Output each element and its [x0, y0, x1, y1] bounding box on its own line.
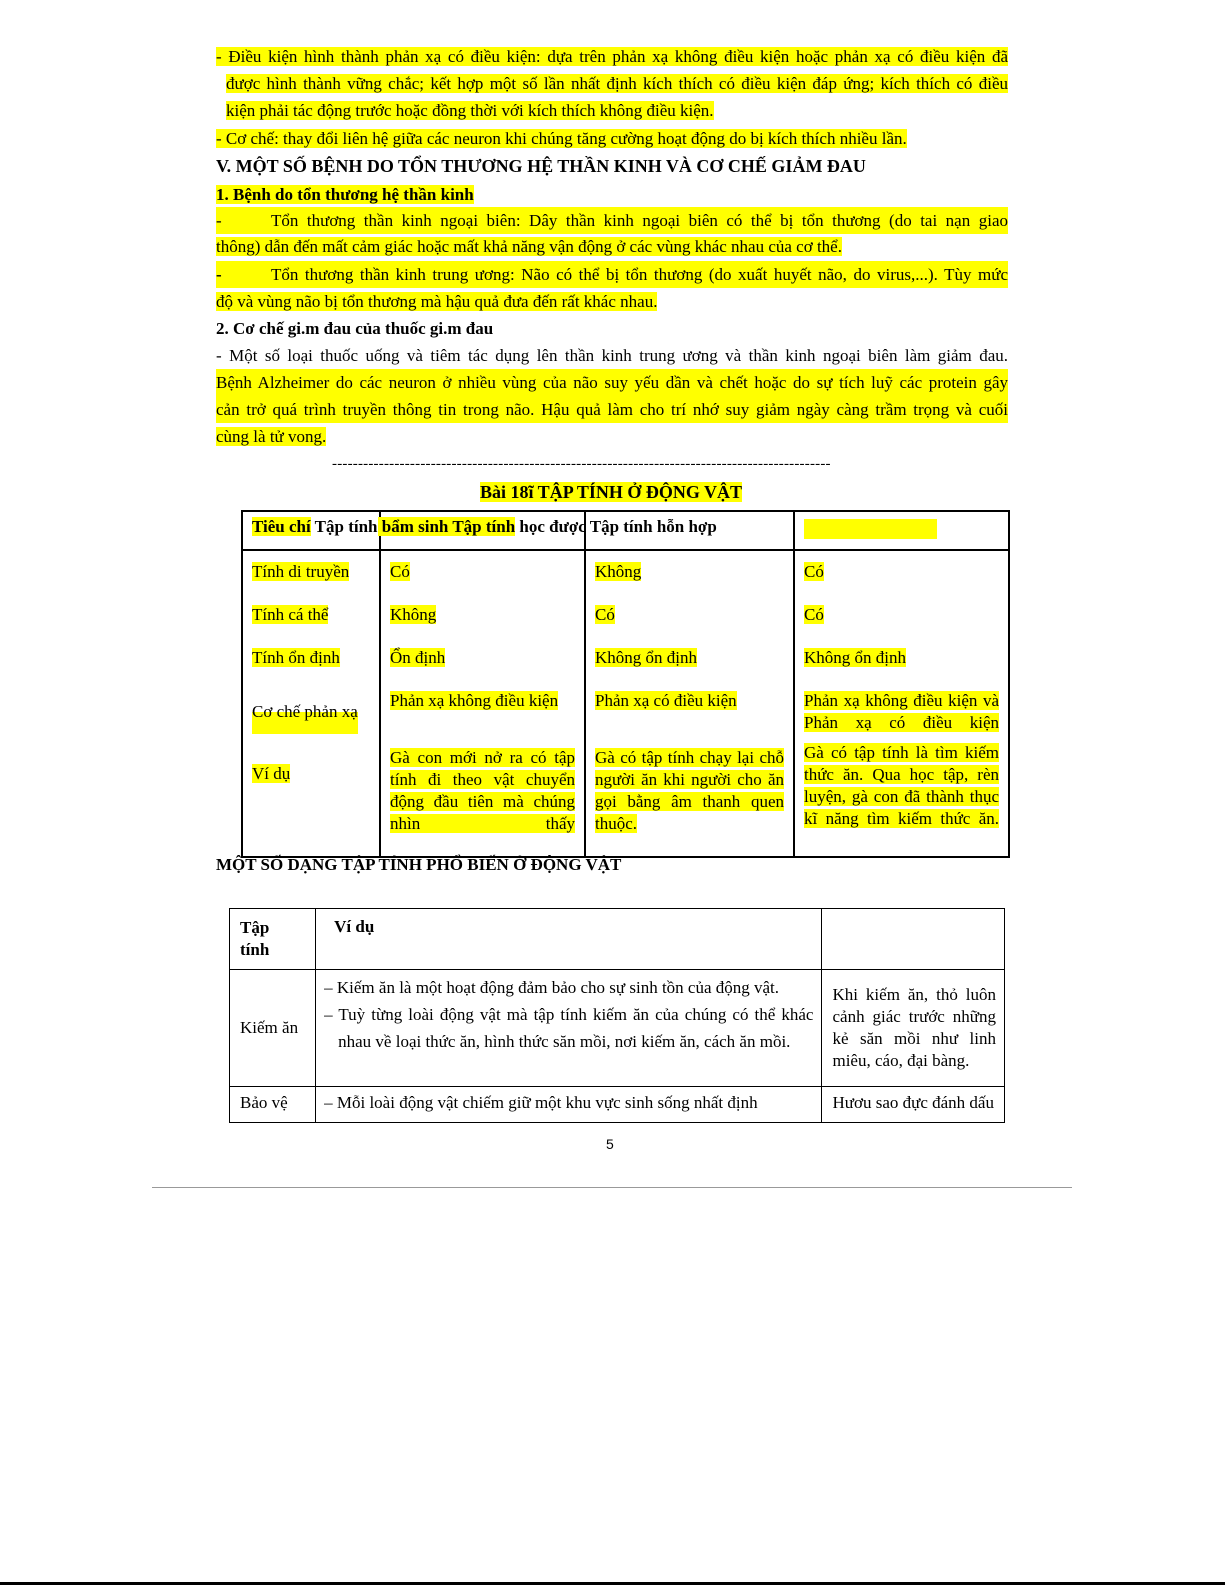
cell: Ổn định — [390, 648, 446, 667]
cell: Không — [390, 605, 437, 624]
cell: Gà có tập tính là tìm kiếm thức ăn. Qua học tập, rèn luyện, gà con đã thành thục kĩ năng tìm kiếm thức ăn. — [804, 743, 999, 828]
table-row — [230, 970, 1005, 1087]
cell: Không ổn định — [804, 648, 906, 667]
subheading-1: 1. Bệnh do tổn thương hệ thần kinh — [216, 185, 474, 204]
header-empty — [822, 909, 1005, 970]
cell: Gà có tập tính chạy lại chỗ người ăn khi người cho ăn gọi bằng âm thanh quen thuộc. — [595, 748, 784, 833]
criterion: Ví dụ — [252, 764, 291, 783]
intro-line-3: kiện phải tác động trước hoặc đồng thời với kích thích không điều kiện. — [226, 101, 714, 120]
row-examples: – Mỗi loài động vật chiếm giữ một khu vực sinh sống nhất định — [316, 1087, 822, 1123]
row-illustration: Hươu sao đực đánh dấu — [822, 1087, 1005, 1123]
row-name: Bảo vệ — [230, 1087, 316, 1123]
table-body-row — [242, 550, 1009, 857]
header-t3: học được Tập tính hỗn hợp — [515, 517, 717, 536]
divider: ------------------------------------------------------------------------------------------------ — [332, 456, 831, 472]
header-cell-1 — [242, 511, 717, 550]
cell: Có — [804, 605, 824, 624]
cell: Không — [595, 562, 642, 581]
header-t1: Tập tính — [310, 517, 378, 536]
criterion: Cơ chế phản xạ — [252, 690, 358, 734]
intro-line-4: - Cơ chế: thay đổi liên hệ giữa các neuron khi chúng tăng cường hoạt động do bị kích thích nhiều lần. — [216, 129, 907, 148]
cell: Không ổn định — [595, 648, 697, 667]
para-line-2: Bệnh Alzheimer do các neuron ở nhiều vùng của não suy yếu dần và chết hoặc do sự tích luỹ các protein gây — [216, 369, 1008, 396]
criterion: Tính ổn định — [252, 648, 340, 667]
lesson-title: Bài 18ĩ TẬP TÍNH Ở ĐỘNG VẬT — [480, 482, 743, 502]
common-behaviors-heading: MỘT SỐ DẠNG TẬP TÍNH PHỔ BIẾN Ở ĐỘNG VẬT — [216, 855, 622, 874]
bullet-1-line-2: thông) dẫn đến mất cảm giác hoặc mất khả năng vận động ở các vùng khác nhau của cơ thể. — [216, 237, 842, 256]
learned-column — [585, 550, 794, 857]
criterion: Tính di truyền — [252, 562, 350, 581]
page-separator — [152, 1187, 1072, 1188]
section-heading: V. MỘT SỐ BỆNH DO TỔN THƯƠNG HỆ THẦN KINH VÀ CƠ CHẾ GIẢM ĐAU — [216, 156, 866, 176]
subheading-2: 2. Cơ chế gi.m đau của thuốc gi.m đau — [216, 319, 494, 338]
behavior-comparison-table — [241, 510, 1010, 858]
bullet-2-line-1: - Tổn thương thần kinh trung ương: Não có thể bị tổn thương (do xuất huyết não, do virus,...). Tùy mức — [216, 261, 1008, 288]
mixed-column — [794, 550, 1009, 857]
criterion: Tính cá thể — [252, 605, 329, 624]
header-cell-4 — [794, 511, 1009, 550]
table-row — [230, 1087, 1005, 1123]
cell: Phản xạ có điều kiện — [595, 691, 737, 710]
intro-line-2: được hình thành vững chắc; kết hợp một số lần nhất định kích thích có điều kiện đáp ứng; kích thích có điều — [226, 74, 1008, 93]
cell: Có — [804, 562, 824, 581]
row-examples: – Kiếm ăn là một hoạt động đảm bảo cho sự sinh tồn của động vật. – Tuỳ từng loài động vật mà tập tính kiếm ăn của chúng có thể khác nhau về loại thức ăn, hình thức săn mồi, nơi kiếm ăn, cách ăn mồi. — [316, 970, 822, 1087]
para-line-4: cùng là tử vong. — [216, 427, 327, 446]
innate-column — [380, 550, 585, 857]
bullet-1-line-1: - Tổn thương thần kinh ngoại biên: Dây thần kinh ngoại biên có thể bị tổn thương (do tai nạn giao — [216, 207, 1008, 234]
table-header-row — [230, 909, 1005, 970]
page-number: 5 — [606, 1136, 614, 1152]
header-t2: bẩm sinh Tập tính — [377, 517, 516, 536]
row-illustration: Khi kiếm ăn, thỏ luôn cảnh giác trước những kẻ săn mồi như linh miêu, cáo, đại bàng. — [822, 970, 1005, 1087]
header-behavior: Tập tính — [230, 909, 316, 970]
para-line-3: cản trở quá trình truyền thông tin trong não. Hậu quả làm cho trí nhớ suy giảm ngày càng trầm trọng và cuối — [216, 396, 1008, 423]
header-criteria: Tiêu chí — [252, 517, 311, 536]
common-behaviors-table — [229, 908, 1005, 1123]
cell: Có — [390, 562, 410, 581]
row-name: Kiếm ăn — [230, 970, 316, 1087]
cell: Có — [595, 605, 615, 624]
table-header-row — [242, 511, 1009, 550]
criteria-column — [242, 550, 380, 857]
header-example: Ví dụ — [316, 909, 822, 970]
bullet-2-line-2: độ và vùng não bị tổn thương mà hậu quả đưa đến rất khác nhau. — [216, 292, 658, 311]
cell: Phản xạ không điều kiện và Phản xạ có điều kiện — [804, 691, 999, 732]
intro-line-1: - Điều kiện hình thành phản xạ có điều kiện: dựa trên phản xạ không điều kiện hoặc phản xạ có điều kiện đã — [216, 47, 1008, 66]
cell: Gà con mới nở ra có tập tính đi theo vật chuyển động đầu tiên mà chúng nhìn thấy — [390, 748, 575, 833]
para-line-1: - Một số loại thuốc uống và tiêm tác dụng lên thần kinh trung ương và thần kinh ngoại biên làm giảm đau. — [216, 346, 1008, 365]
cell: Phản xạ không điều kiện — [390, 691, 559, 710]
